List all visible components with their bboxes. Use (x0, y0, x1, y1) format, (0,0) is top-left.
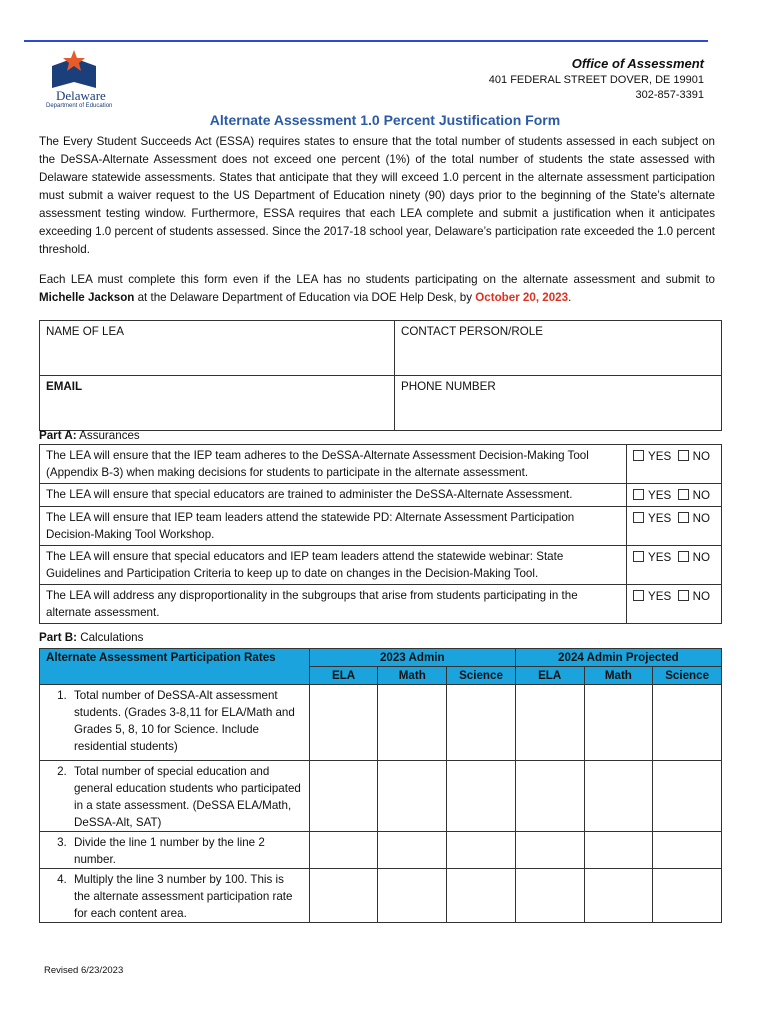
yes-checkbox[interactable] (633, 590, 644, 601)
office-address: 401 FEDERAL STREET DOVER, DE 19901 (488, 74, 704, 86)
calculations-table (39, 648, 722, 923)
assurance-text: The LEA will ensure that IEP team leaders attend the statewide PD: Alternate Assessment Participation Decision-Making Tool Workshop. (40, 507, 627, 546)
part-a-title: Assurances (76, 429, 140, 442)
delaware-doe-logo (44, 48, 124, 110)
assurance-row (40, 585, 722, 624)
office-phone: 302-857-3391 (635, 89, 704, 101)
assurance-choice (627, 484, 722, 507)
assurances-table (39, 444, 722, 624)
calc-cell[interactable] (309, 832, 378, 869)
calc-cell[interactable] (378, 761, 447, 832)
yes-label: YES (648, 450, 672, 463)
rates-header: Alternate Assessment Participation Rates (40, 649, 310, 685)
calc-cell[interactable] (515, 869, 584, 923)
calc-cell[interactable] (584, 869, 653, 923)
lea-name-label: NAME OF LEA (46, 325, 124, 338)
calc-row (40, 832, 722, 869)
calc-row-text: 2. Total number of special education and general education students who participated in a state assessment. (DeSSA ELA/Math, DeSSA-Alt, SAT) (70, 763, 303, 831)
yes-label: YES (648, 512, 672, 525)
assurance-row (40, 484, 722, 507)
part-a-heading (39, 429, 140, 442)
no-checkbox[interactable] (678, 590, 689, 601)
subject-header: ELA (515, 667, 584, 685)
office-name: Office of Assessment (571, 56, 704, 71)
subject-header: Math (378, 667, 447, 685)
no-checkbox[interactable] (678, 450, 689, 461)
calc-cell[interactable] (378, 869, 447, 923)
calc-row-text: 3. Divide the line 1 number by the line 2 number. (70, 834, 303, 868)
contact-label: CONTACT PERSON/ROLE (401, 325, 543, 338)
yes-label: YES (648, 489, 672, 502)
admin-2024-header: 2024 Admin Projected (515, 649, 721, 667)
logo-name: Delaware (56, 88, 106, 103)
assurance-text: The LEA will ensure that special educators are trained to administer the DeSSA-Alternate Assessment. (40, 484, 627, 507)
calc-cell[interactable] (309, 869, 378, 923)
subject-header: Science (447, 667, 516, 685)
assurance-text: The LEA will ensure that special educators and IEP team leaders attend the statewide webinar: State Guidelines and Participation Criteria to keep up to date on changes in the Decision-Making Tool. (40, 546, 627, 585)
calc-row-desc (40, 761, 310, 832)
lea-name-field[interactable] (40, 321, 395, 376)
instructions-text-3: . (568, 291, 572, 304)
calc-row-desc (40, 869, 310, 923)
contact-name: Michelle Jackson (39, 291, 135, 304)
assurance-row (40, 445, 722, 484)
intro-paragraph: The Every Student Succeeds Act (ESSA) requires states to ensure that the total number of students assessed in each subject on the DeSSA-Alternate Assessment does not exceed one percent (1%) of the total number of students the state assessed with Delaware statewide assessments. States that anticipate that they will exceed 1.0 percent in the alternate assessment participation must submit a waiver request to the US Department of Education ninety (90) days prior to the beginning of the State’s alternate assessment testing window. Furthermore, ESSA requires that each LEA complete and submit a justification when it anticipates exceeding 1.0 percent of students assessed. Since the 2017-18 school year, Delaware’s participation rate exceeded the 1.0 percent threshold. (39, 135, 715, 256)
header-rule (24, 40, 708, 42)
calc-cell[interactable] (584, 685, 653, 761)
contact-field[interactable] (395, 321, 722, 376)
calc-cell[interactable] (309, 761, 378, 832)
yes-label: YES (648, 590, 672, 603)
no-checkbox[interactable] (678, 512, 689, 523)
assurance-text: The LEA will ensure that the IEP team adheres to the DeSSA-Alternate Assessment Decision-Making Tool (Appendix B-3) when making decisions for students to participate in the alternate assessment. (40, 445, 627, 484)
calc-cell[interactable] (447, 761, 516, 832)
form-title: Alternate Assessment 1.0 Percent Justification Form (209, 112, 561, 128)
calc-cell[interactable] (447, 685, 516, 761)
part-b-heading (39, 631, 143, 644)
assurance-row (40, 507, 722, 546)
calc-cell[interactable] (584, 832, 653, 869)
calc-cell[interactable] (447, 869, 516, 923)
calc-row (40, 869, 722, 923)
yes-checkbox[interactable] (633, 489, 644, 500)
deadline-date: October 20, 2023 (475, 291, 569, 304)
no-label: NO (692, 590, 711, 603)
instructions-text-1: Each LEA must complete this form even if the LEA has no students participating on the alternate assessment and submit to (39, 273, 715, 286)
phone-label: PHONE NUMBER (401, 380, 496, 393)
instructions-paragraph (39, 271, 715, 307)
assurance-row (40, 546, 722, 585)
yes-checkbox[interactable] (633, 450, 644, 461)
calc-cell[interactable] (653, 685, 722, 761)
logo-book-star-icon (44, 48, 124, 90)
instructions-text-2: at the Delaware Department of Education via DOE Help Desk, by (134, 291, 476, 304)
yes-checkbox[interactable] (633, 551, 644, 562)
calc-row-text: 1. Total number of DeSSA-Alt assessment students. (Grades 3-8,11 for ELA/Math and Grades 5, 8, 10 for Science. Include residential students) (70, 687, 303, 755)
assurance-choice (627, 445, 722, 484)
calc-row (40, 685, 722, 761)
no-checkbox[interactable] (678, 489, 689, 500)
calc-cell[interactable] (515, 685, 584, 761)
calc-row-desc (40, 832, 310, 869)
no-label: NO (692, 551, 711, 564)
calc-cell[interactable] (653, 869, 722, 923)
part-b-title: Calculations (77, 631, 144, 644)
calc-cell[interactable] (447, 832, 516, 869)
calc-cell[interactable] (378, 685, 447, 761)
assurance-text: The LEA will address any disproportionality in the subgroups that arise from students participating in the alternate assessment. (40, 585, 627, 624)
subject-header: Science (653, 667, 722, 685)
calc-row-desc (40, 685, 310, 761)
yes-label: YES (648, 551, 672, 564)
calc-cell[interactable] (378, 832, 447, 869)
no-checkbox[interactable] (678, 551, 689, 562)
part-b-label: Part B: (39, 631, 78, 644)
lea-info-table (39, 320, 722, 431)
subject-header: ELA (309, 667, 378, 685)
calc-row (40, 761, 722, 832)
yes-checkbox[interactable] (633, 512, 644, 523)
no-label: NO (692, 450, 711, 463)
logo-subtext: Department of Education (46, 103, 113, 109)
email-label: EMAIL (46, 380, 83, 393)
admin-2023-header: 2023 Admin (309, 649, 515, 667)
revised-date: Revised 6/23/2023 (44, 965, 124, 976)
part-a-label: Part A: (39, 429, 77, 442)
no-label: NO (692, 512, 711, 525)
assurance-choice (627, 546, 722, 585)
email-field[interactable] (40, 376, 395, 431)
assurance-choice (627, 507, 722, 546)
calc-cell[interactable] (653, 761, 722, 832)
calc-cell[interactable] (584, 761, 653, 832)
calc-cell[interactable] (653, 832, 722, 869)
calc-cell[interactable] (309, 685, 378, 761)
subject-header: Math (584, 667, 653, 685)
assurance-choice (627, 585, 722, 624)
no-label: NO (692, 489, 711, 502)
calc-cell[interactable] (515, 761, 584, 832)
phone-field[interactable] (395, 376, 722, 431)
calc-cell[interactable] (515, 832, 584, 869)
calc-row-text: 4. Multiply the line 3 number by 100. This is the alternate assessment participation rate for each content area. (70, 871, 303, 922)
